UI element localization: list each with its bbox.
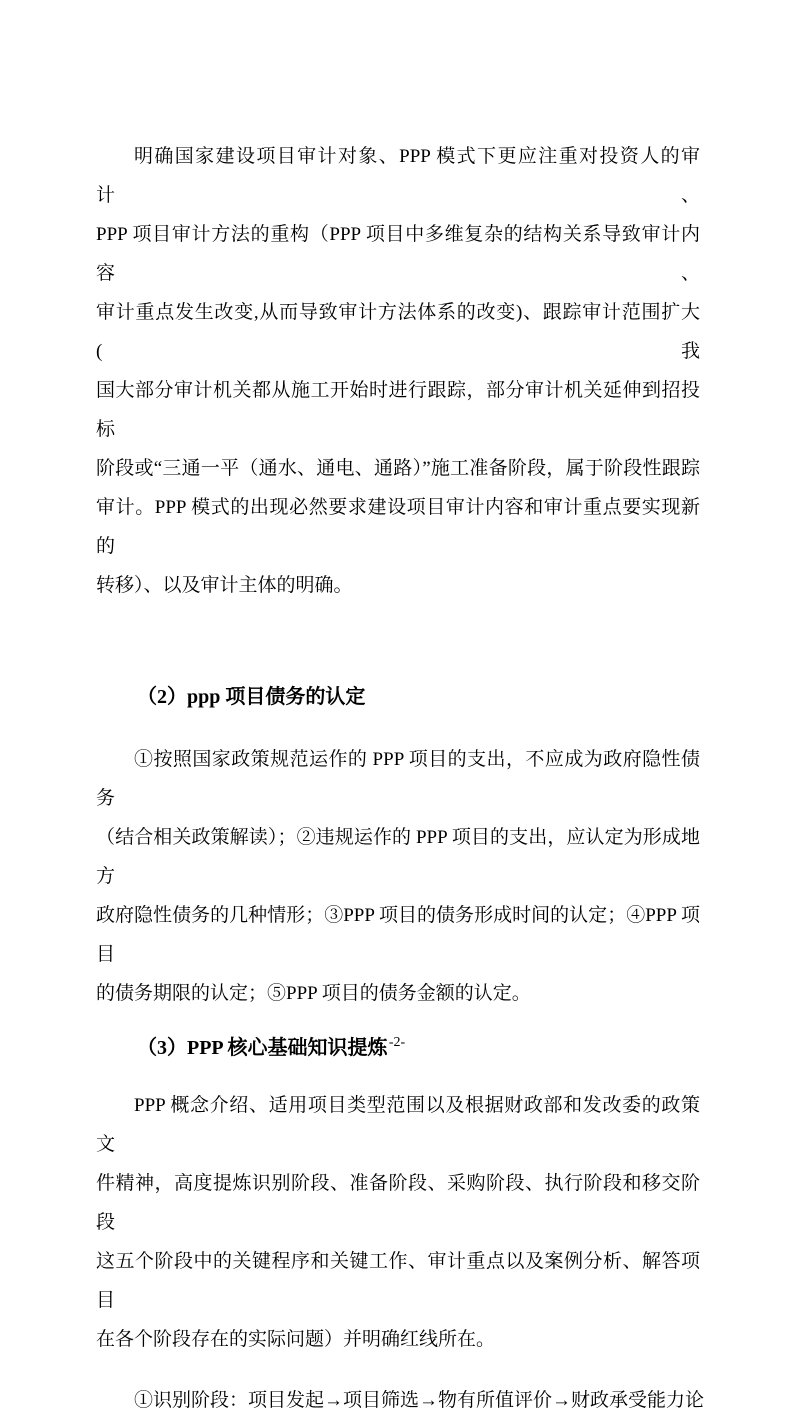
text-line: 审计。PPP 模式的出现必然要求建设项目审计内容和审计重点要实现新的	[96, 497, 700, 557]
page-number: -2-	[388, 1035, 406, 1050]
section-heading-ppp-knowledge: （3）PPP 核心基础知识提炼	[137, 1037, 388, 1059]
text-line: 转移）、以及审计主体的明确。	[96, 575, 353, 596]
text-line: 件精神，高度提炼识别阶段、准备阶段、采购阶段、执行阶段和移交阶段	[96, 1173, 700, 1233]
text-line: PPP 概念介绍、适用项目类型范围以及根据财政部和发改委的政策文	[96, 1095, 700, 1155]
document-body	[96, 137, 705, 1420]
text-line: 的债务期限的认定；⑤PPP 项目的债务金额的认定。	[96, 983, 531, 1004]
text-line: 国大部分审计机关都从施工开始时进行跟踪，部分审计机关延伸到招投标	[96, 380, 700, 440]
text-line: PPP 项目审计方法的重构（PPP 项目中多维复杂的结构关系导致审计内容、	[96, 224, 700, 284]
text-line: 这五个阶段中的关键程序和关键工作、审计重点以及案例分析、解答项目	[96, 1251, 700, 1311]
text-line: ①识别阶段：项目发起→项目筛选→物有所值评价→财政承受能力论	[134, 1390, 705, 1411]
paragraph-knowledge-summary	[96, 1086, 700, 1359]
text-line: 明确国家建设项目审计对象、PPP 模式下更应注重对投资人的审计、	[96, 146, 700, 206]
text-line: 政府隐性债务的几种情形；③PPP 项目的债务形成时间的认定；④PPP 项目	[96, 905, 700, 965]
section-heading-ppp-debt: （2）ppp 项目债务的认定	[137, 686, 366, 708]
paragraph-audit-scope	[96, 137, 700, 605]
text-line: 在各个阶段存在的实际问题）并明确红线所在。	[96, 1329, 496, 1350]
text-line: （结合相关政策解读）；②违规运作的 PPP 项目的支出，应认定为形成地方	[96, 827, 700, 887]
text-line: ①按照国家政策规范运作的 PPP 项目的支出，不应成为政府隐性债务	[96, 749, 700, 809]
text-line: 审计重点发生改变,从而导致审计方法体系的改变)、跟踪审计范围扩大(我	[96, 302, 700, 362]
paragraph-debt-items	[96, 740, 700, 1013]
text-line: 阶段或“三通一平（通水、通电、通路）”施工准备阶段，属于阶段性跟踪	[96, 458, 700, 479]
paragraph-identify-stage	[96, 1381, 705, 1420]
